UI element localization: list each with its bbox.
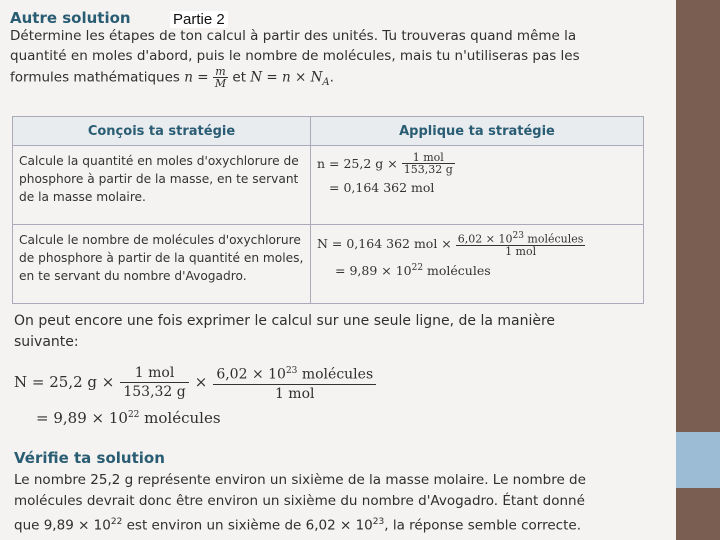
big-frac1-num: 1 mol (120, 364, 188, 383)
big-result-base: = 9,89 × 10 (36, 409, 128, 427)
slide-accent-block (676, 432, 720, 488)
formula-fraction (213, 66, 228, 89)
row2-equation (317, 231, 637, 257)
header-right: Applique ta stratégie (311, 117, 644, 146)
intro-paragraph (10, 27, 595, 93)
row2-left: Calcule le nombre de molécules d'oxychlorure de phosphore à partir de la quantité en moles, en te servant du nombre d'Avogadro. (13, 225, 311, 304)
slide-title: Partie 2 (170, 11, 228, 28)
row1-eq-lhs: n = 25,2 g × (317, 155, 398, 171)
row2-result-unit: molécules (423, 262, 491, 278)
row1-left: Calcule la quantité en moles d'oxychlorure de phosphore à partir de la masse, en te servant de la masse molaire. (13, 146, 311, 225)
row2-fraction (456, 231, 586, 257)
single-line-text: On peut encore une fois exprimer le calcul sur une seule ligne, de la manière suivante: (14, 313, 556, 350)
row1-result: = 0,164 362 mol (329, 180, 435, 195)
big-frac2-den: 1 mol (274, 385, 315, 402)
big-frac2-num (213, 362, 376, 385)
row2-result (317, 259, 637, 280)
big-frac1-den: 153,32 g (123, 383, 186, 400)
verify-exp-b: 23 (372, 517, 385, 527)
big-frac2-num-exp: 23 (285, 366, 298, 376)
row2-frac-num (456, 231, 586, 246)
big-equation (14, 362, 376, 403)
intro-text-a: Détermine les étapes de ton calcul à partir des unités. Tu trouveras quand même la quantité en moles d'abord, puis le nombre de molécules, mais tu n'utiliseras pas les formules mathématiques (10, 28, 580, 86)
intro-text-b: et (228, 69, 251, 86)
big-result-unit: molécules (139, 409, 221, 427)
verify-text-c: , la réponse semble correcte. (384, 517, 581, 534)
row1-frac-den: 153,32 g (403, 163, 453, 176)
row1-equation (317, 152, 637, 175)
section-heading: Autre solution (10, 9, 131, 27)
verify-paragraph (14, 470, 614, 537)
table-row (13, 146, 644, 225)
verify-text-b: est environ un sixième de 6,02 × 10 (122, 517, 373, 534)
row2-frac-den: 1 mol (505, 244, 537, 258)
big-eq-times: × (194, 373, 208, 392)
row1-fraction (402, 152, 455, 175)
big-frac2 (213, 362, 376, 403)
formula-frac-num: m (213, 66, 228, 78)
formula-n-lhs: n = (184, 69, 209, 86)
row2-num-base: 6,02 × 10 (457, 232, 513, 246)
big-eq-lhs: N = 25,2 g × (14, 373, 115, 392)
big-frac2-num-unit: molécules (297, 366, 374, 383)
intro-text-c: . (329, 69, 334, 86)
verify-heading: Vérifie ta solution (14, 449, 165, 467)
row2-result-base: = 9,89 × 10 (335, 262, 412, 278)
formula-frac-den: M (214, 77, 227, 90)
row2-result-exp: 22 (411, 262, 424, 273)
header-left: Conçois ta stratégie (13, 117, 311, 146)
row2-eq-lhs: N = 0,164 362 mol × (317, 235, 452, 251)
row2-num-unit: molécules (523, 232, 584, 246)
big-equation-result (36, 409, 221, 427)
formula-N-sub: A (322, 77, 330, 89)
big-frac2-num-base: 6,02 × 10 (216, 366, 286, 383)
verify-text-a: Le nombre 25,2 g représente environ un sixième de la masse molaire. Le nombre de molécules devrait donc être environ un sixième du nombre d'Avogadro. Étant donné que 9,89 × 10 (14, 472, 586, 534)
table-row (13, 225, 644, 304)
big-result-exp: 22 (127, 410, 140, 420)
formula-N: N = n × N (250, 69, 323, 86)
verify-exp-a: 22 (110, 517, 123, 527)
row2-right (311, 225, 644, 304)
row1-right (311, 146, 644, 225)
row1-frac-num: 1 mol (402, 152, 455, 164)
row2-num-exp: 23 (512, 231, 524, 241)
strategy-table (12, 116, 644, 304)
big-frac1 (120, 364, 188, 401)
